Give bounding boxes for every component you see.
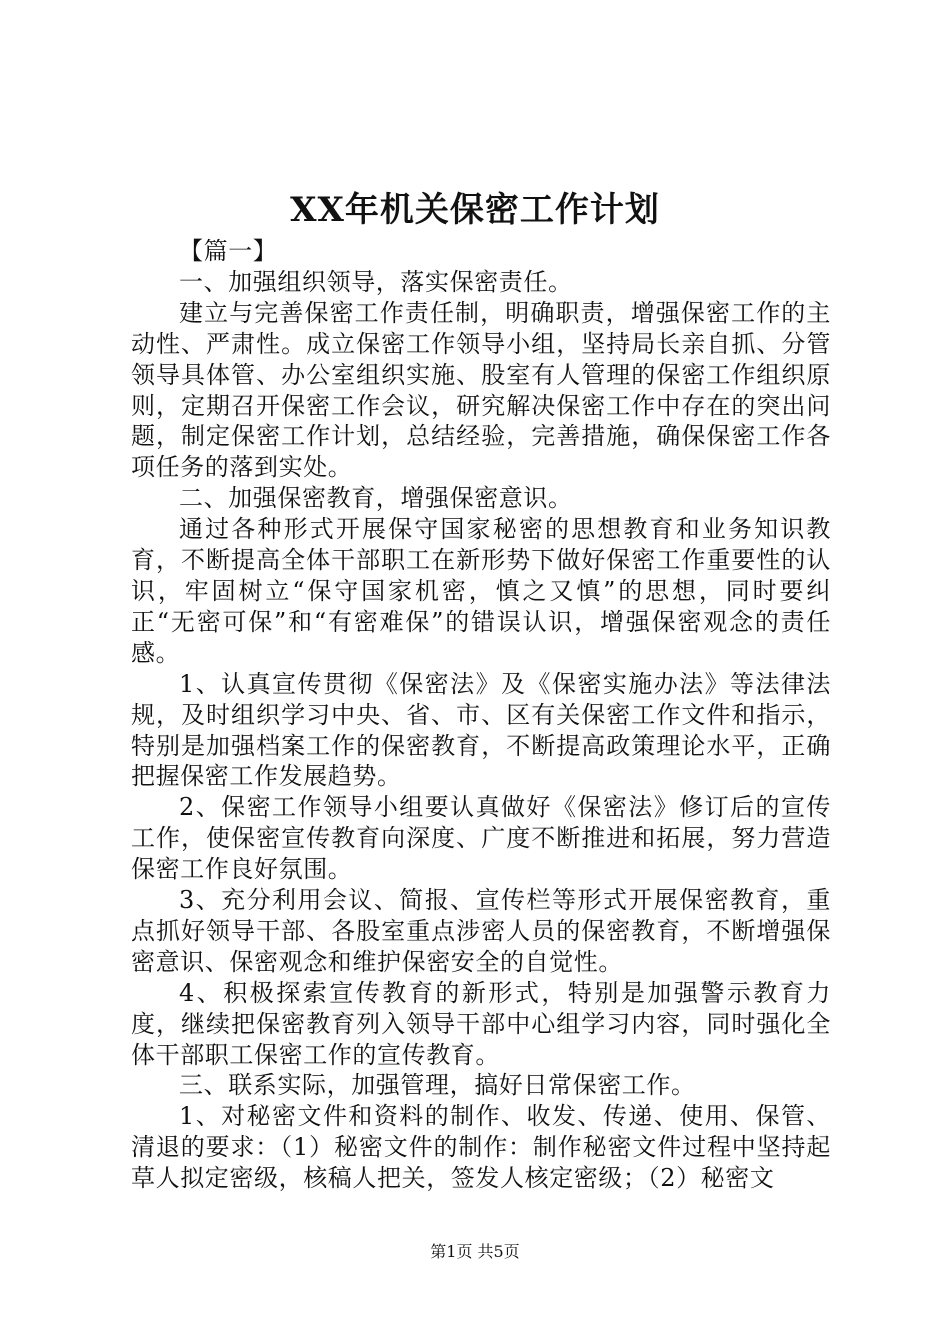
heading-confidentiality-education: 二、加强保密教育，增强保密意识。 bbox=[179, 484, 573, 513]
paragraph-item-4: 4、积极探索宣传教育的新形式，特别是加强警示教育力度，继续把保密教育列入领导干部中心组学习内容，同时强化全体干部职工保密工作的宣传教育。 bbox=[131, 978, 831, 1069]
paragraph-secret-documents: 1、对秘密文件和资料的制作、收发、传递、使用、保管、清退的要求：（1）秘密文件的制作：制作秘密文件过程中坚持起草人拟定密级，核稿人把关，签发人核定密级；（2）秘密文 bbox=[131, 1102, 831, 1193]
document-body bbox=[131, 236, 831, 1194]
paragraph-item-1: 1、认真宣传贯彻《保密法》及《保密实施办法》等法律法规，及时组织学习中央、省、市、区有关保密工作文件和指示，特别是加强档案工作的保密教育，不断提高政策理论水平，正确把握保密工作发展趋势。 bbox=[131, 669, 831, 791]
paragraph-item-3: 3、充分利用会议、简报、宣传栏等形式开展保密教育，重点抓好领导干部、各股室重点涉密人员的保密教育，不断增强保密意识、保密观念和维护保密安全的自觉性。 bbox=[131, 886, 831, 976]
paragraph-education-forms: 通过各种形式开展保守国家秘密的思想教育和业务知识教育，不断提高全体干部职工在新形势下做好保密工作重要性的认识，牢固树立“保守国家机密，慎之又慎”的思想，同时要纠正“无密可保”和“有密难保”的错误认识，增强保密观念的责任感。 bbox=[131, 515, 831, 667]
page-footer: 第1页 共5页 bbox=[430, 1242, 520, 1261]
paragraph-item-2: 2、保密工作领导小组要认真做好《保密法》修订后的宣传工作，使保密宣传教育向深度、广度不断推进和拓展，努力营造保密工作良好氛围。 bbox=[131, 793, 831, 884]
section-heading-part-one: 【篇一】 bbox=[179, 237, 278, 265]
heading-daily-management: 三、联系实际，加强管理，搞好日常保密工作。 bbox=[179, 1071, 696, 1100]
paragraph-responsibility-system: 建立与完善保密工作责任制，明确职责，增强保密工作的主动性、严肃性。成立保密工作领导小组，坚持局长亲自抓、分管领导具体管、办公室组织实施、股室有人管理的保密工作组织原则，定期召开保密工作会议，研究解决保密工作中存在的突出问题，制定保密工作计划，总结经验，完善措施，确保保密工作各项任务的落到实处。 bbox=[131, 298, 831, 482]
document-title: XX年机关保密工作计划 bbox=[290, 190, 660, 230]
heading-organization-leadership: 一、加强组织领导，落实保密责任。 bbox=[179, 267, 573, 296]
